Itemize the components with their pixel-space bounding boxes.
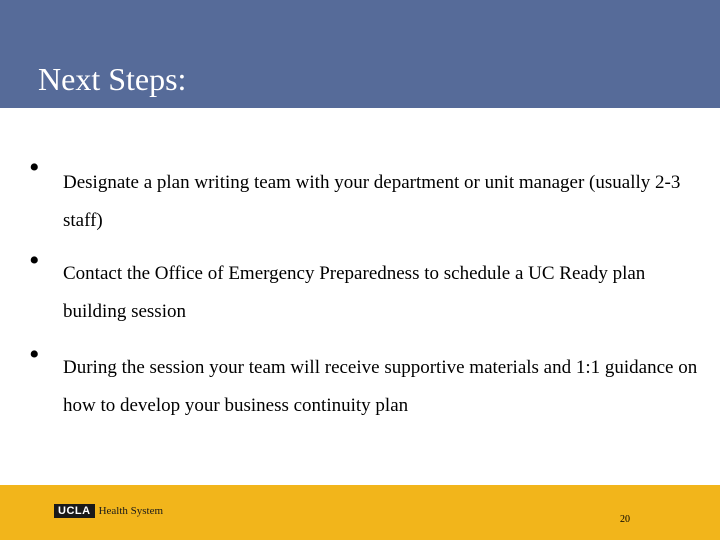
footer-bar <box>0 485 720 540</box>
logo-wordmark: UCLA <box>54 504 95 518</box>
bullet-icon: • <box>29 244 40 277</box>
slide-title: Next Steps: <box>38 61 187 97</box>
bullet-text: Contact the Office of Emergency Preparedness to schedule a UC Ready plan building session <box>63 263 646 322</box>
bullet-icon: • <box>29 338 40 371</box>
page-number: 20 <box>620 514 630 525</box>
ucla-health-logo <box>54 504 163 518</box>
bullet-text: During the session your team will receive supportive materials and 1:1 guidance on how to develop your business continuity plan <box>63 357 698 416</box>
bullet-icon: • <box>29 151 40 184</box>
logo-subtitle: Health System <box>98 505 164 517</box>
bullet-text: Designate a plan writing team with your department or unit manager (usually 2-3 staff) <box>63 172 681 231</box>
